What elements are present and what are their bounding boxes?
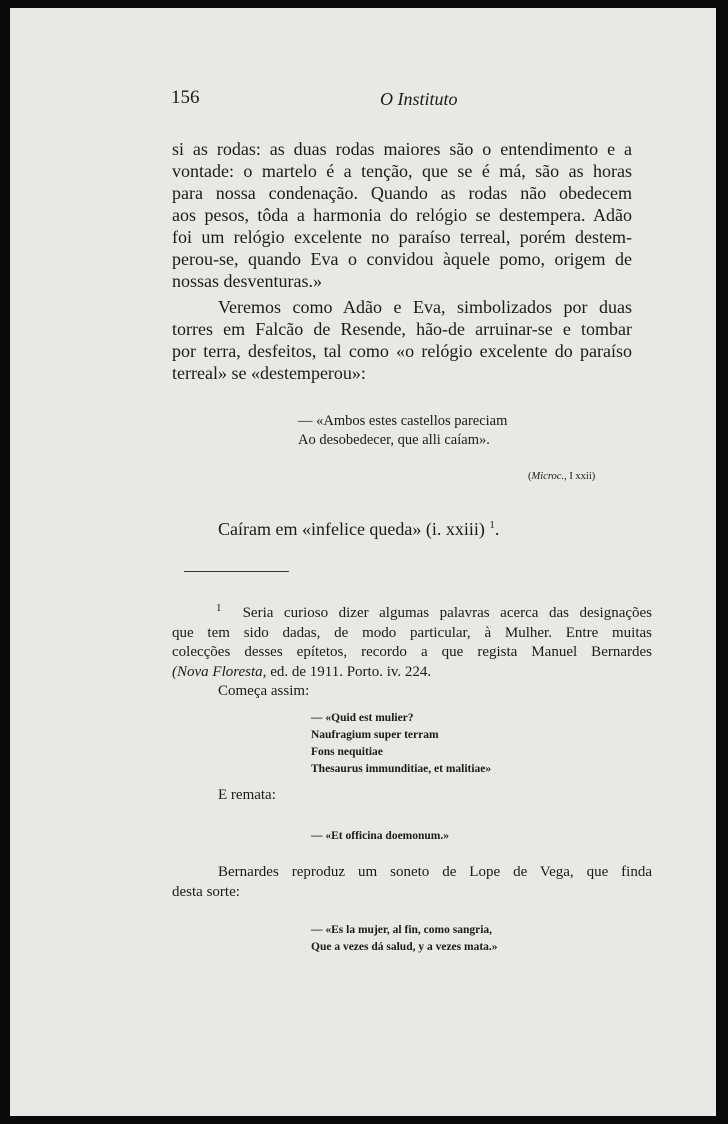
footnote-line: Começa assim: — [218, 683, 310, 699]
text-line: nossas desventuras.» — [172, 271, 322, 291]
footnote-text: Seria curioso dizer algumas palavras acerca das designações — [242, 605, 653, 621]
spanish-verse — [311, 922, 498, 956]
footnote-line: que tem sido dadas, de modo particular, à Mulher. Entre muitas — [172, 624, 652, 641]
paragraph-3-text: Caíram em «infelice queda» (i. xxiii) — [218, 519, 485, 539]
paragraph-3-end: . — [494, 519, 500, 539]
footnote-continuation — [172, 863, 652, 902]
text-line: vontade: o martelo é a tenção, que se é má, são as horas — [172, 161, 632, 181]
verse-line: Que a vezes dá salud, y a vezes mata.» — [311, 941, 498, 953]
paragraph-1 — [172, 138, 632, 292]
latin-verse — [311, 710, 491, 778]
text-line: Veremos como Adão e Eva, simbolizados por duas — [218, 297, 632, 317]
text-line: foi um relógio excelente no paraíso terreal, porém destem- — [172, 227, 632, 247]
verse-quote-1 — [298, 412, 507, 450]
verse-line: Thesaurus immunditiae, et malitiae» — [311, 763, 492, 775]
verse-line: — «Ambos estes castellos pareciam — [298, 413, 508, 429]
book-page — [10, 8, 716, 1116]
citation-ref: , I xxii) — [564, 471, 596, 482]
verse-line: Fons nequitiae — [311, 746, 383, 758]
footnote-1 — [172, 604, 652, 702]
page-number: 156 — [171, 87, 200, 108]
text-line: por terra, desfeitos, tal como «o relógio excelente do paraíso — [172, 341, 632, 361]
footnote-line — [172, 663, 652, 683]
citation: (Microc., I xxii) — [528, 471, 596, 482]
verse-line: — «Quid est mulier? — [311, 712, 414, 724]
citation-work: Microc. — [531, 471, 565, 482]
text-line: terreal» se «destemperou»: — [172, 363, 366, 383]
footnote-line: desta sorte: — [172, 883, 240, 900]
paragraph-3 — [218, 519, 499, 540]
text-line: para nossa condenação. Quando as rodas não obedecem — [172, 183, 632, 203]
text-line: torres em Falcão de Resende, hão-de arruinar-se e tombar — [172, 319, 632, 339]
footnote-rule — [184, 571, 289, 572]
verse-line: Ao desobedecer, que alli caíam». — [298, 432, 490, 448]
text-line: si as rodas: as duas rodas maiores são o entendimento e a — [172, 139, 632, 159]
footnote-line: colecções desses epítetos, recordo a que regista Manuel Bernardes — [172, 644, 652, 660]
footnote-number: 1 — [216, 602, 222, 614]
paragraph-2 — [172, 296, 632, 384]
text-line: aos pesos, tôda a harmonia do relógio se destempera. Adão — [172, 205, 632, 225]
verse-line: — «Es la mujer, al fin, como sangria, — [311, 924, 493, 936]
footnote-text: ed. de 1911. Porto. iv. 224. — [266, 663, 432, 680]
running-title: O Instituto — [380, 89, 458, 109]
footnote-mark: 1 — [489, 519, 495, 531]
remata-label: E remata: — [218, 787, 276, 803]
footnote-work: (Nova Floresta, — [172, 663, 267, 680]
text-line: perou-se, quando Eva o convidou àquele pomo, origem de — [172, 249, 632, 269]
footnote-line: Bernardes reproduz um soneto de Lope de Vega, que finda — [218, 864, 652, 880]
verse-line: — «Et officina doemonum.» — [311, 830, 449, 842]
latin-end-verse — [311, 828, 449, 845]
footnote-line — [172, 604, 652, 624]
verse-line: Naufragium super terram — [311, 729, 439, 741]
